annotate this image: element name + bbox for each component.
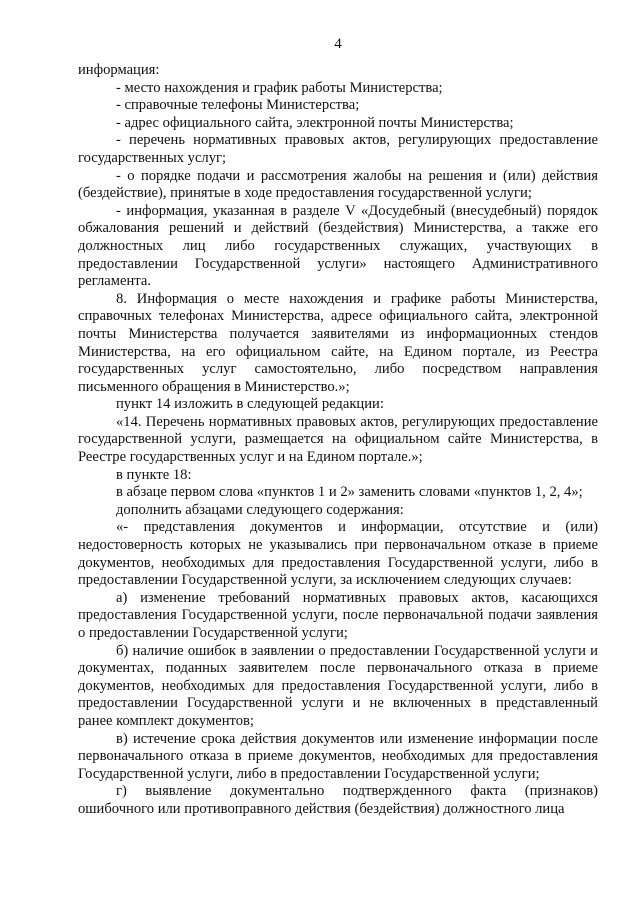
page-number: 4	[334, 36, 342, 52]
paragraph-documents-info: «- представления документов и информации, отсутствие и (или) недостоверность которых не указывались при первоначальном отказе в приеме документов, необходимых для предоставления Государственной услуги, либо в предоставлении Государственной услуги, за исключением следующих случаев:	[78, 519, 598, 589]
paragraph-add-abzacs: дополнить абзацами следующего содержания:	[116, 501, 404, 518]
paragraph-point-18: в пункте 18:	[116, 466, 192, 483]
list-item-phones: - справочные телефоны Министерства;	[116, 97, 360, 114]
list-item-a: а) изменение требований нормативных правовых актов, касающихся предоставления Государственной услуги, после первоначальной подачи заявления о предоставлении Государственной услуги;	[78, 589, 598, 641]
list-item-complaints: - о порядке подачи и рассмотрения жалобы на решения и (или) действия (бездействие), принятые в ходе предоставления государственной услуги;	[78, 167, 598, 202]
paragraph-information-intro: информация:	[78, 62, 160, 78]
list-item-v: в) истечение срока действия документов или изменение информации после первоначального отказа в приеме документов, необходимых для предоставления Государственной услуги, либо в предоставлении Государственной услуги;	[78, 730, 598, 782]
paragraph-first-abzac: в абзаце первом слова «пунктов 1 и 2» заменить словами «пунктов 1, 2, 4»;	[116, 484, 583, 501]
paragraph-item-8: 8. Информация о месте нахождения и графике работы Министерства, справочных телефонах Министерства, адресе официального сайта, электронной почты Министерства получается заявителями из информационных стендов Министерства, на его официальном сайте, на Едином портале, из Реестра государственных услуг самостоятельно, либо посредством направления письменного обращения в Министерство.»;	[78, 290, 598, 395]
list-item-b: б) наличие ошибок в заявлении о предоставлении Государственной услуги и документах, поданных заявителем после первоначального отказа в приеме документов, необходимых для предоставления Государственной услуги, либо в предоставлении Государственной услуги и не включенных в представленный ранее комплект документов;	[78, 642, 598, 729]
list-item-location-schedule: - место нахождения и график работы Министерства;	[116, 79, 443, 96]
list-item-section-v: - информация, указанная в разделе V «Досудебный (внесудебный) порядок обжалования решений и действий (бездействия) Министерства, а также его должностных лиц либо государственных служащих, участвующих в предоставлении Государственной услуги» настоящего Административного регламента.	[78, 202, 598, 290]
paragraph-item-14: «14. Перечень нормативных правовых актов, регулирующих предоставление государственной услуги, размещается на официальном сайте Министерства, в Реестре государственных услуг и на Едином портале.»;	[78, 413, 598, 466]
list-item-g: г) выявление документально подтвержденного факта (признаков) ошибочного или противоправного действия (бездействия) должностного лица	[78, 783, 598, 817]
list-item-website-email: - адрес официального сайта, электронной почты Министерства;	[116, 114, 514, 131]
paragraph-point-14-intro: пункт 14 изложить в следующей редакции:	[116, 396, 384, 413]
document-page	[78, 36, 598, 819]
list-item-legal-acts: - перечень нормативных правовых актов, регулирующих предоставление государственных услуг;	[78, 132, 598, 166]
